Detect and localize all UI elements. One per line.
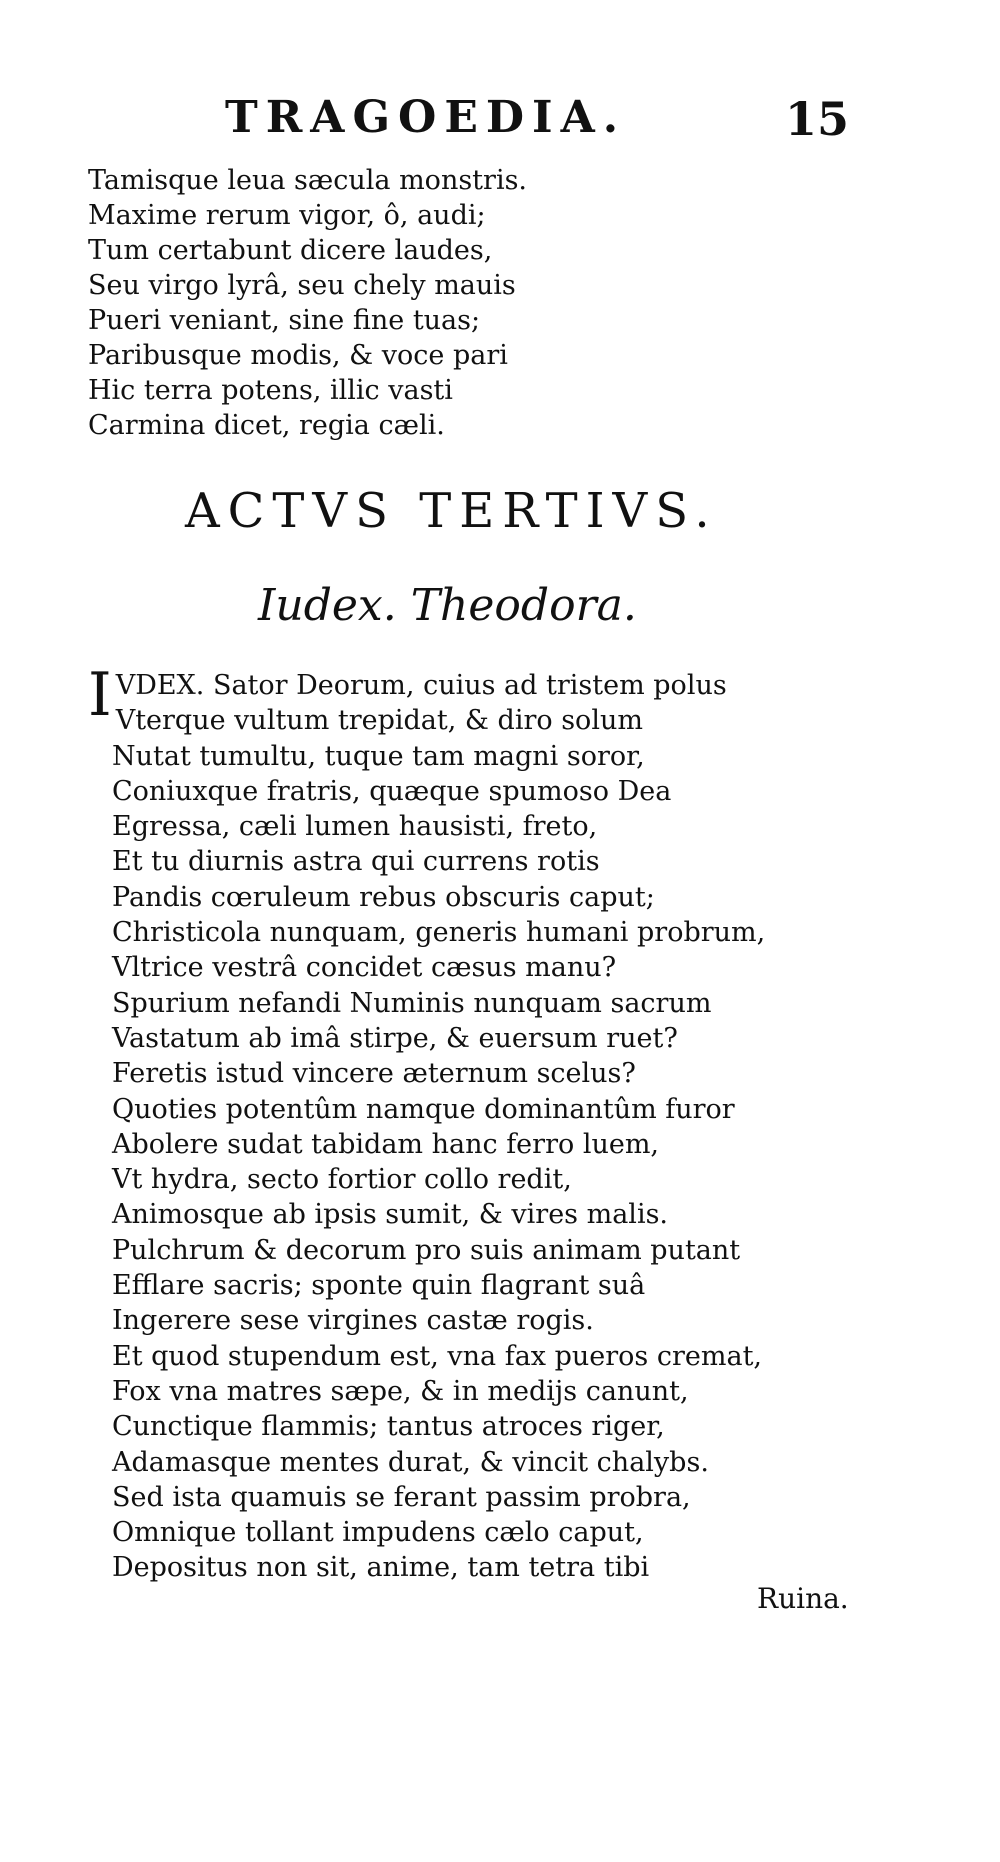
verse-line: Maxime rerum vigor, ô, audi; (88, 200, 486, 231)
speech-block (88, 660, 766, 1586)
verse-line: Seu virgo lyrâ, seu chely mauis (88, 270, 516, 301)
first-line-text: VDEX. Sator Deorum, cuius ad tristem polus (115, 670, 727, 701)
chorus-verse-block (88, 163, 527, 443)
verse-line: Fox vna matres sæpe, & in medijs canunt, (112, 1375, 689, 1407)
dramatis-personae: Iudex. Theodora. (258, 580, 637, 631)
catchword: Ruina. (757, 1582, 849, 1615)
verse-line: Christicola nunquam, generis humani probrum, (112, 917, 766, 949)
verse-line: Paribusque modis, & voce pari (88, 340, 508, 371)
verse-line: Depositus non sit, anime, tam tetra tibi (112, 1552, 650, 1584)
verse-line: Coniuxque fratris, quæque spumoso Dea (112, 775, 672, 807)
act-heading: ACTVS TERTIVS. (185, 483, 718, 539)
verse-line: Egressa, cæli lumen hausisti, freto, (112, 811, 598, 843)
verse-line: Quoties potentûm namque dominantûm furor (112, 1093, 735, 1125)
verse-line: Tamisque leua sæcula monstris. (88, 165, 528, 196)
verse-line: Cunctique flammis; tantus atroces riger, (112, 1411, 665, 1443)
drop-cap: I (88, 660, 112, 730)
verse-line: Et quod stupendum est, vna fax pueros cremat, (112, 1340, 763, 1372)
verse-line: Tum certabunt dicere laudes, (88, 235, 493, 266)
verse-line: Pulchrum & decorum pro suis animam putant (112, 1234, 741, 1266)
running-head: TRAGOEDIA. (225, 92, 627, 143)
verse-line: Vltrice vestrâ concidet cæsus manu? (112, 952, 617, 984)
verse-line: Vterque vultum trepidat, & diro solum (115, 705, 643, 737)
verse-line: Vastatum ab imâ stirpe, & euersum ruet? (112, 1022, 678, 1054)
verse-line: Nutat tumultu, tuque tam magni soror, (112, 740, 645, 772)
verse-line: Sed ista quamuis se ferant passim probra, (112, 1481, 691, 1513)
verse-line: Abolere sudat tabidam hanc ferro luem, (112, 1128, 660, 1160)
verse-line: Omnique tollant impudens cælo caput, (112, 1517, 644, 1549)
verse-line: Et tu diurnis astra qui currens rotis (112, 846, 600, 878)
verse-line: Pandis cœruleum rebus obscuris caput; (112, 881, 655, 913)
verse-line: Spurium nefandi Numinis nunquam sacrum (112, 987, 712, 1019)
verse-line: Animosque ab ipsis sumit, & vires malis. (112, 1199, 669, 1231)
verse-line: Pueri veniant, sine fine tuas; (88, 305, 481, 336)
verse-line: Ingerere sese virgines castæ rogis. (112, 1305, 594, 1337)
verse-line: Adamasque mentes durat, & vincit chalybs. (112, 1446, 709, 1478)
verse-line: Efflare sacris; sponte quin flagrant suâ (112, 1270, 646, 1302)
verse-line: Carmina dicet, regia cæli. (88, 410, 445, 441)
verse-line: Hic terra potens, illic vasti (88, 375, 453, 406)
verse-line: Feretis istud vincere æternum scelus? (112, 1058, 636, 1090)
page-number: 15 (785, 92, 850, 146)
verse-line: Vt hydra, secto fortior collo redit, (112, 1164, 572, 1196)
